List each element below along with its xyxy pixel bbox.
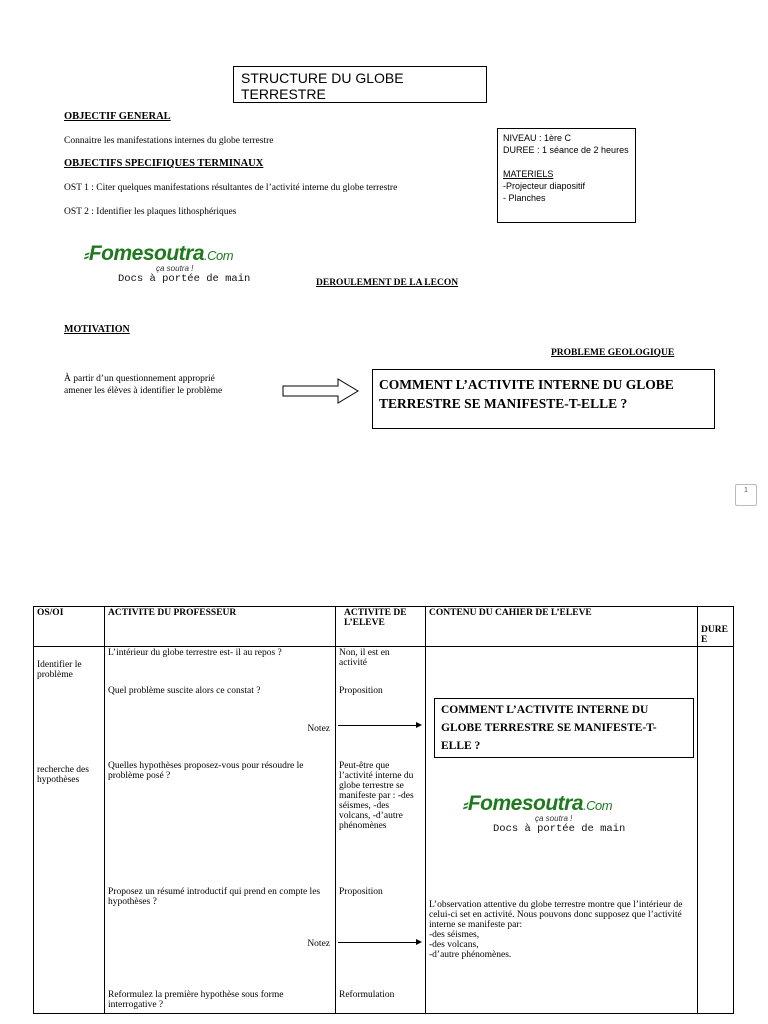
deroulement-heading: DEROULEMENT DE LA LECON <box>316 278 459 288</box>
header-prof: ACTIVITE DU PROFESSEUR <box>105 607 336 647</box>
fomesoutra-logo <box>84 243 250 285</box>
logo-brand: ⸗Fomesoutra.Com <box>84 242 234 265</box>
fomesoutra-logo <box>463 793 625 835</box>
cahier-resume-line: -des séismes, <box>429 930 480 940</box>
eleve-cell <box>336 647 426 1014</box>
motivation-line-1: À partir d’un questionnement approprié <box>64 374 215 384</box>
prof-notez-2: Notez <box>307 939 330 949</box>
prof-cell <box>105 647 336 1014</box>
eleve-r5: Reformulation <box>339 990 395 1000</box>
cahier-resume-line: -des volcans, <box>429 940 479 950</box>
materiel-item: - Planches <box>503 193 546 203</box>
materiel-item: -Projecteur diapositif <box>503 181 586 191</box>
duree-cell <box>698 647 734 1014</box>
cahier-resume-line: -d’autre phénomènes. <box>429 950 512 960</box>
osoi-identifier: Identifier le problème <box>37 660 82 680</box>
objectives-specific-heading: OBJECTIFS SPECIFIQUES TERMINAUX <box>64 158 264 169</box>
motivation-line-2: amener les élèves à identifier le problème <box>64 386 223 396</box>
probleme-heading: PROBLEME GEOLOGIQUE <box>551 348 675 358</box>
arrow-head-icon <box>416 939 422 945</box>
prof-notez-1: Notez <box>307 724 330 734</box>
cahier-resume-line: L’observation attentive du globe terrestre montre que l’intérieur de celui-ci set en activité. Nous pouvons donc supposez que l’activité interne se manifeste par: <box>429 900 683 930</box>
document-title <box>233 66 487 103</box>
ost1-text: OST 1 : Citer quelques manifestations résultantes de l’activité interne du globe terrestre <box>64 183 398 193</box>
eleve-r3: Peut-être que l’activité interne du globe terrestre se manifeste par : -des séismes, -des volcans, -d’autre phénomènes <box>339 761 414 831</box>
logo-docs: Docs à portée de main <box>118 273 251 285</box>
page-number-marker: 1 <box>735 484 757 506</box>
logo-docs: Docs à portée de main <box>493 823 626 835</box>
header-duree: DUREE <box>698 607 734 647</box>
cahier-cell <box>426 647 698 1014</box>
right-arrow-icon <box>282 378 362 404</box>
osoi-recherche: recherche des hypothèses <box>37 765 89 785</box>
logo-brand: ⸗Fomesoutra.Com <box>463 792 613 815</box>
eleve-r4: Proposition <box>339 887 383 897</box>
duree-text: DUREE : 1 séance de 2 heures <box>503 145 629 155</box>
motivation-heading: MOTIVATION <box>64 324 130 335</box>
eleve-r1: Non, il est en activité <box>339 648 390 668</box>
logo-slogan: ça soutra ! <box>156 264 194 273</box>
logo-slogan: ça soutra ! <box>535 814 573 823</box>
probleme-question-text: COMMENT L’ACTIVITE INTERNE DU GLOBE TERRESTRE SE MANIFESTE-T-ELLE ? <box>379 377 674 411</box>
lesson-table <box>33 606 734 1014</box>
header-cahier: CONTENU DU CAHIER DE L’ELEVE <box>426 607 698 647</box>
ost2-text: OST 2 : Identifier les plaques lithosphériques <box>64 207 237 217</box>
runner-icon: ⸗ <box>463 797 468 814</box>
header-eleve: ACTIVITE DE L’ELEVE <box>336 607 426 647</box>
cahier-question-box <box>434 698 694 758</box>
arrow-head-icon <box>416 722 422 728</box>
materiels-heading: MATERIELS <box>503 169 554 179</box>
objective-general-heading: OBJECTIF GENERAL <box>64 111 171 122</box>
prof-q4: Proposez un résumé introductif qui prend en compte les hypothèses ? <box>108 887 321 907</box>
notez-arrow-2 <box>338 942 416 943</box>
objective-general-text: Connaitre les manifestations internes du globe terrestre <box>64 136 274 146</box>
runner-icon: ⸗ <box>84 247 89 264</box>
prof-q3: Quelles hypothèses proposez-vous pour résoudre le problème posé ? <box>108 761 304 781</box>
prof-q5: Reformulez la première hypothèse sous forme interrogative ? <box>108 990 284 1010</box>
eleve-r2: Proposition <box>339 686 383 696</box>
niveau-text: NIVEAU : 1ère C <box>503 133 572 143</box>
cahier-resume <box>429 900 691 960</box>
osoi-cell <box>34 647 105 1014</box>
prof-q1: L’intérieur du globe terrestre est- il au repos ? <box>108 648 282 658</box>
table-header-row <box>34 607 734 647</box>
document-title-text: STRUCTURE DU GLOBE TERRESTRE <box>241 70 404 102</box>
table-row <box>34 647 734 1014</box>
cahier-question-text: COMMENT L’ACTIVITE INTERNE DU GLOBE TERRESTRE SE MANIFESTE-T-ELLE ? <box>441 704 657 752</box>
header-osoi: OS/OI <box>34 607 105 647</box>
prof-q2: Quel problème suscite alors ce constat ? <box>108 686 261 696</box>
info-box <box>497 128 636 223</box>
notez-arrow-1 <box>338 725 416 726</box>
probleme-question-box <box>372 369 715 429</box>
